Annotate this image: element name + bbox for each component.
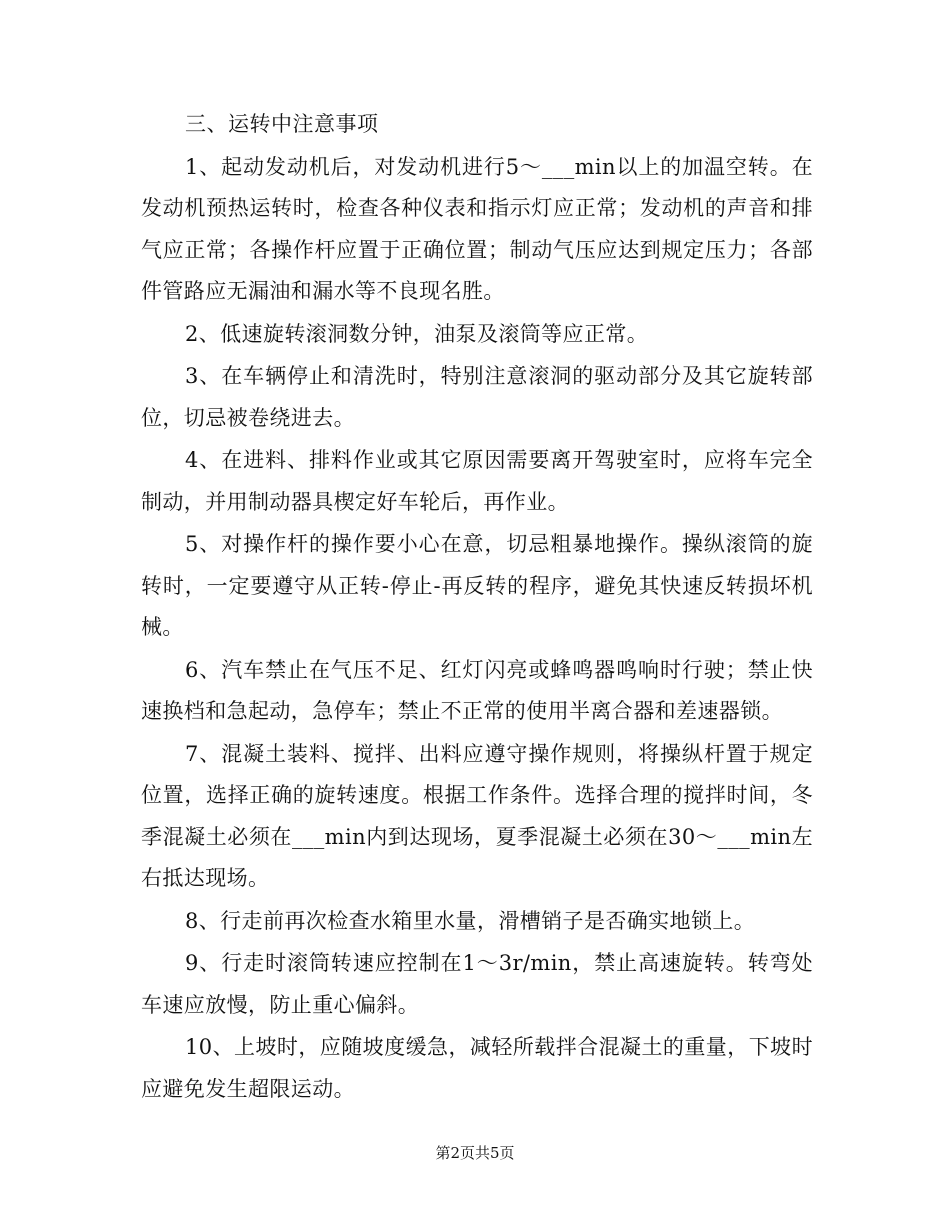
- paragraph-2: 2、低速旋转滚洞数分钟，油泵及滚筒等应正常。: [185, 321, 649, 346]
- paragraph-3: 3、在车辆停止和清洗时，特别注意滚洞的驱动部分及其它旋转部位，切忌被卷绕进去。: [141, 364, 813, 430]
- paragraph-7: 7、混凝土装料、搅拌、出料应遵守操作规则，将操纵杆置于规定位置，选择正确的旋转速度。根据工作条件。选择合理的搅拌时间，冬季混凝土必须在___min内到达现场，夏季混凝土必须在30～___min左右抵达现场。: [141, 741, 813, 890]
- document-body: [141, 104, 813, 1111]
- paragraph-6: 6、汽车禁止在气压不足、红灯闪亮或蜂鸣器鸣响时行驶；禁止快速换档和急起动，急停车；禁止不正常的使用半离合器和差速器锁。: [141, 657, 813, 723]
- page-number-footer: 第2页共5页: [435, 1144, 515, 1162]
- paragraph-1: 1、起动发动机后，对发动机进行5～___min以上的加温空转。在发动机预热运转时，检查各种仪表和指示灯应正常；发动机的声音和排气应正常；各操作杆应置于正确位置；制动气压应达到规定压力；各部件管路应无漏油和漏水等不良现名胜。: [141, 154, 813, 303]
- paragraph-4: 4、在进料、排料作业或其它原因需要离开驾驶室时，应将车完全制动，并用制动器具楔定好车轮后，再作业。: [141, 448, 813, 514]
- paragraph-9: 9、行走时滚筒转速应控制在1～3r/min，禁止高速旋转。转弯处车速应放慢，防止重心偏斜。: [141, 951, 813, 1017]
- paragraph-10: 10、上坡时，应随坡度缓急，减轻所载拌合混凝土的重量，下坡时应避免发生超限运动。: [141, 1035, 813, 1101]
- paragraph-5: 5、对操作杆的操作要小心在意，切忌粗暴地操作。操纵滚筒的旋转时，一定要遵守从正转-停止-再反转的程序，避免其快速反转损坏机械。: [141, 532, 813, 639]
- paragraph-8: 8、行走前再次检查水箱里水量，滑槽销子是否确实地锁上。: [185, 908, 756, 933]
- section-title: 三、运转中注意事项: [185, 112, 379, 136]
